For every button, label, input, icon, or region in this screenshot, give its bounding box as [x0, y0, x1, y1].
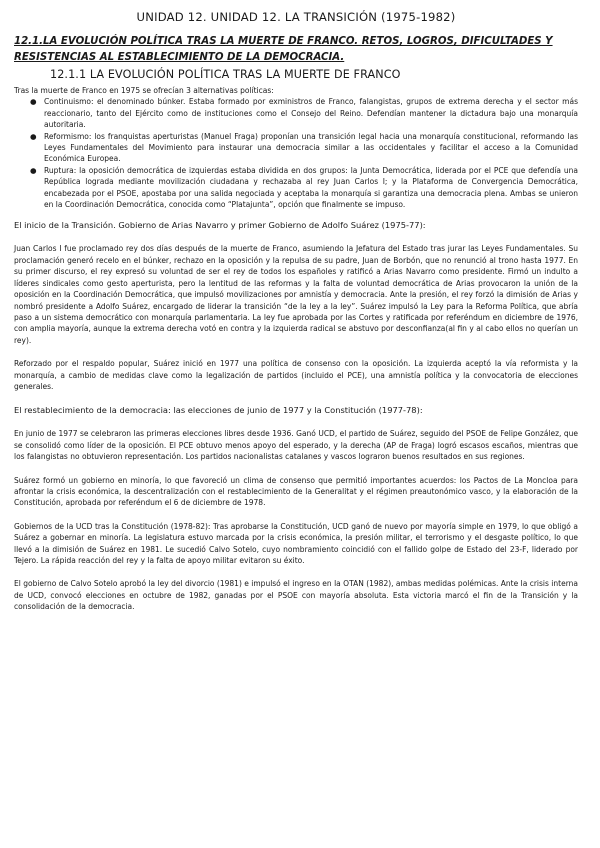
spacer: [14, 231, 578, 243]
sub-heading: 12.1.1 LA EVOLUCIÓN POLÍTICA TRAS LA MUERTE DE FRANCO: [50, 68, 401, 81]
spacer: [14, 416, 578, 428]
paragraph-calvo-sotelo: El gobierno de Calvo Sotelo aprobó la ley del divorcio (1981) e impulsó el ingreso en la OTAN (1982), ambas medidas polémicas. Ante la crisis interna de UCD, convocó elecciones en octubre de 1982, ganadas por el PSOE con mayoría absoluta. Esta victoria marcó el fin de la Transición y la consolidación de la democracia.: [14, 579, 578, 612]
paragraph-consenso: Reforzado por el respaldo popular, Suárez inició en 1977 una política de consenso con la oposición. La izquierda aceptó la vía reformista y la monarquía, a cambio de medidas clave como la legalización de partidos (incluido el PCE), una amnistía política y la convocatoria de elecciones generales.: [14, 359, 578, 391]
spacer: [14, 346, 578, 358]
bullet-icon: ●: [30, 97, 37, 107]
spacer: [14, 392, 578, 404]
main-heading: 12.1.LA EVOLUCIÓN POLÍTICA TRAS LA MUERTE DE FRANCO. RETOS, LOGROS, DIFICULTADES Y RESISTENCIAS AL ESTABLECIMIENTO DE LA DEMOCRACIA.: [14, 36, 553, 63]
unit-title: UNIDAD 12. UNIDAD 12. LA TRANSICIÓN (1975-1982): [136, 10, 456, 24]
list-item: [30, 165, 578, 211]
spacer: [14, 509, 578, 521]
list-item: [30, 131, 578, 165]
list-item-text: Continuismo: el denominado búnker. Estaba formado por exministros de Franco, falangistas, grupos de extrema derecha y el sector más reaccionario, tanto del Ejército como de instituciones como el Consejo del Reino. Defendían mantener la dictadura bajo una monarquía autoritaria.: [44, 97, 578, 130]
bullet-icon: ●: [30, 131, 37, 141]
paragraph-juan-carlos: Juan Carlos I fue proclamado rey dos días después de la muerte de Franco, asumiendo la Jefatura del Estado tras jurar las Leyes Fundamentales. Su proclamación generó recelo en el búnker, rechazo en la oposición y la repulsa de su padre, Juan de Borbón, que no renunció al trono hasta 1977. En su primer discurso, el rey expresó su voluntad de ser el rey de todos los españoles y ratificó a Arias Navarro como presidente. Firmó un indulto a líderes sindicales como gesto aperturista, pero la lentitud de las reformas y la falta de voluntad democrática de Arias provocaron la unión de la oposición en la Coordinación Democrática, que impulsó movilizaciones por amnistía y democracia. Ante la presión, el rey forzó la dimisión de Arias y nombró presidente a Adolfo Suárez, encargado de liderar la transición “de la ley a la ley”. Suárez impulsó la Ley para la Reforma Política, que abría paso a un sistema democrático con monarquía parlamentaria. La ley fue aprobada por las Cortes y ratificada por referéndum en diciembre de 1976, con amplia mayoría, aunque la extrema derecha votó en contra y la izquierda radical se abstuvo por desconfianza(al fin y al cabo ellos no querían un rey).: [14, 244, 578, 345]
paragraph-elecciones-1977: En junio de 1977 se celebraron las primeras elecciones libres desde 1936. Ganó UCD, el partido de Suárez, seguido del PSOE de Felipe González, que se consolidó como líder de la oposición. El PCE obtuvo menos apoyo del esperado, y la derecha (AP de Fraga) logró escasos escaños, mientras que los falangistas no obtuvieron representación. Los partidos nacionalistas catalanes y vascos lograron buenos resultados en sus regiones.: [14, 429, 578, 462]
alternatives-list: [14, 96, 578, 210]
list-item-text: Ruptura: la oposición democrática de izquierdas estaba dividida en dos grupos: la Junta Democrática, liderada por el PCE que defendía una República lograda mediante movilización ciudadana y rechazaba al rey Juan Carlos I; y la Plataforma de Convergencia Democrática, encabezada por el PSOE, apostaba por una salida negociada y aceptaba la monarquía si garantiza una democracia plena. Ambas se unieron en la Coordinación Democrática, conocida como “Platajunta”, opción que finalmente se impuso.: [44, 165, 578, 210]
spacer: [14, 210, 578, 219]
paragraph-gobierno-minoria: Suárez formó un gobierno en minoría, lo que favoreció un clima de consenso que permitió importantes acuerdos: los Pactos de La Moncloa para afrontar la crisis económica, la descentralización con el restablecimiento de la Generalitat y el régimen preautonómico vasco, y la elaboración de la Constitución, aprobada por referéndum el 6 de diciembre de 1978.: [14, 475, 578, 508]
list-item: [30, 96, 578, 130]
spacer: [14, 463, 578, 475]
section-heading-transicion: El inicio de la Transición. Gobierno de Arias Navarro y primer Gobierno de Adolfo Suárez (1975-77):: [14, 220, 426, 231]
spacer: [14, 566, 578, 578]
intro-paragraph: Tras la muerte de Franco en 1975 se ofrecían 3 alternativas políticas:: [14, 86, 274, 95]
list-item-text: Reformismo: los franquistas aperturistas (Manuel Fraga) proponían una transición legal hacia una monarquía constitucional, reformando las Leyes Fundamentales del Movimiento para instaurar una democracia similar a las occidentales y facilitar el acceso a la Comunidad Económica Europea.: [44, 131, 578, 164]
bullet-icon: ●: [30, 165, 37, 175]
section-heading-democracia: El restablecimiento de la democracia: las elecciones de junio de 1977 y la Constitución (1977-78):: [14, 405, 423, 416]
paragraph-gobiernos-ucd: Gobiernos de la UCD tras la Constitución (1978-82): Tras aprobarse la Constitución, UCD ganó de nuevo por mayoría simple en 1979, lo que obligó a Suárez a gobernar en minoría. La legislatura estuvo marcada por la crisis económica, la presión militar, el terrorismo y el desgaste político, lo que llevó a la dimisión de Suárez en 1981. Le sucedió Calvo Sotelo, cuyo nombramiento coincidió con el fallido golpe de Estado del 23-F, liderado por Tejero. La rápida reacción del rey y la falta de apoyo militar evitaron su éxito.: [14, 521, 578, 565]
